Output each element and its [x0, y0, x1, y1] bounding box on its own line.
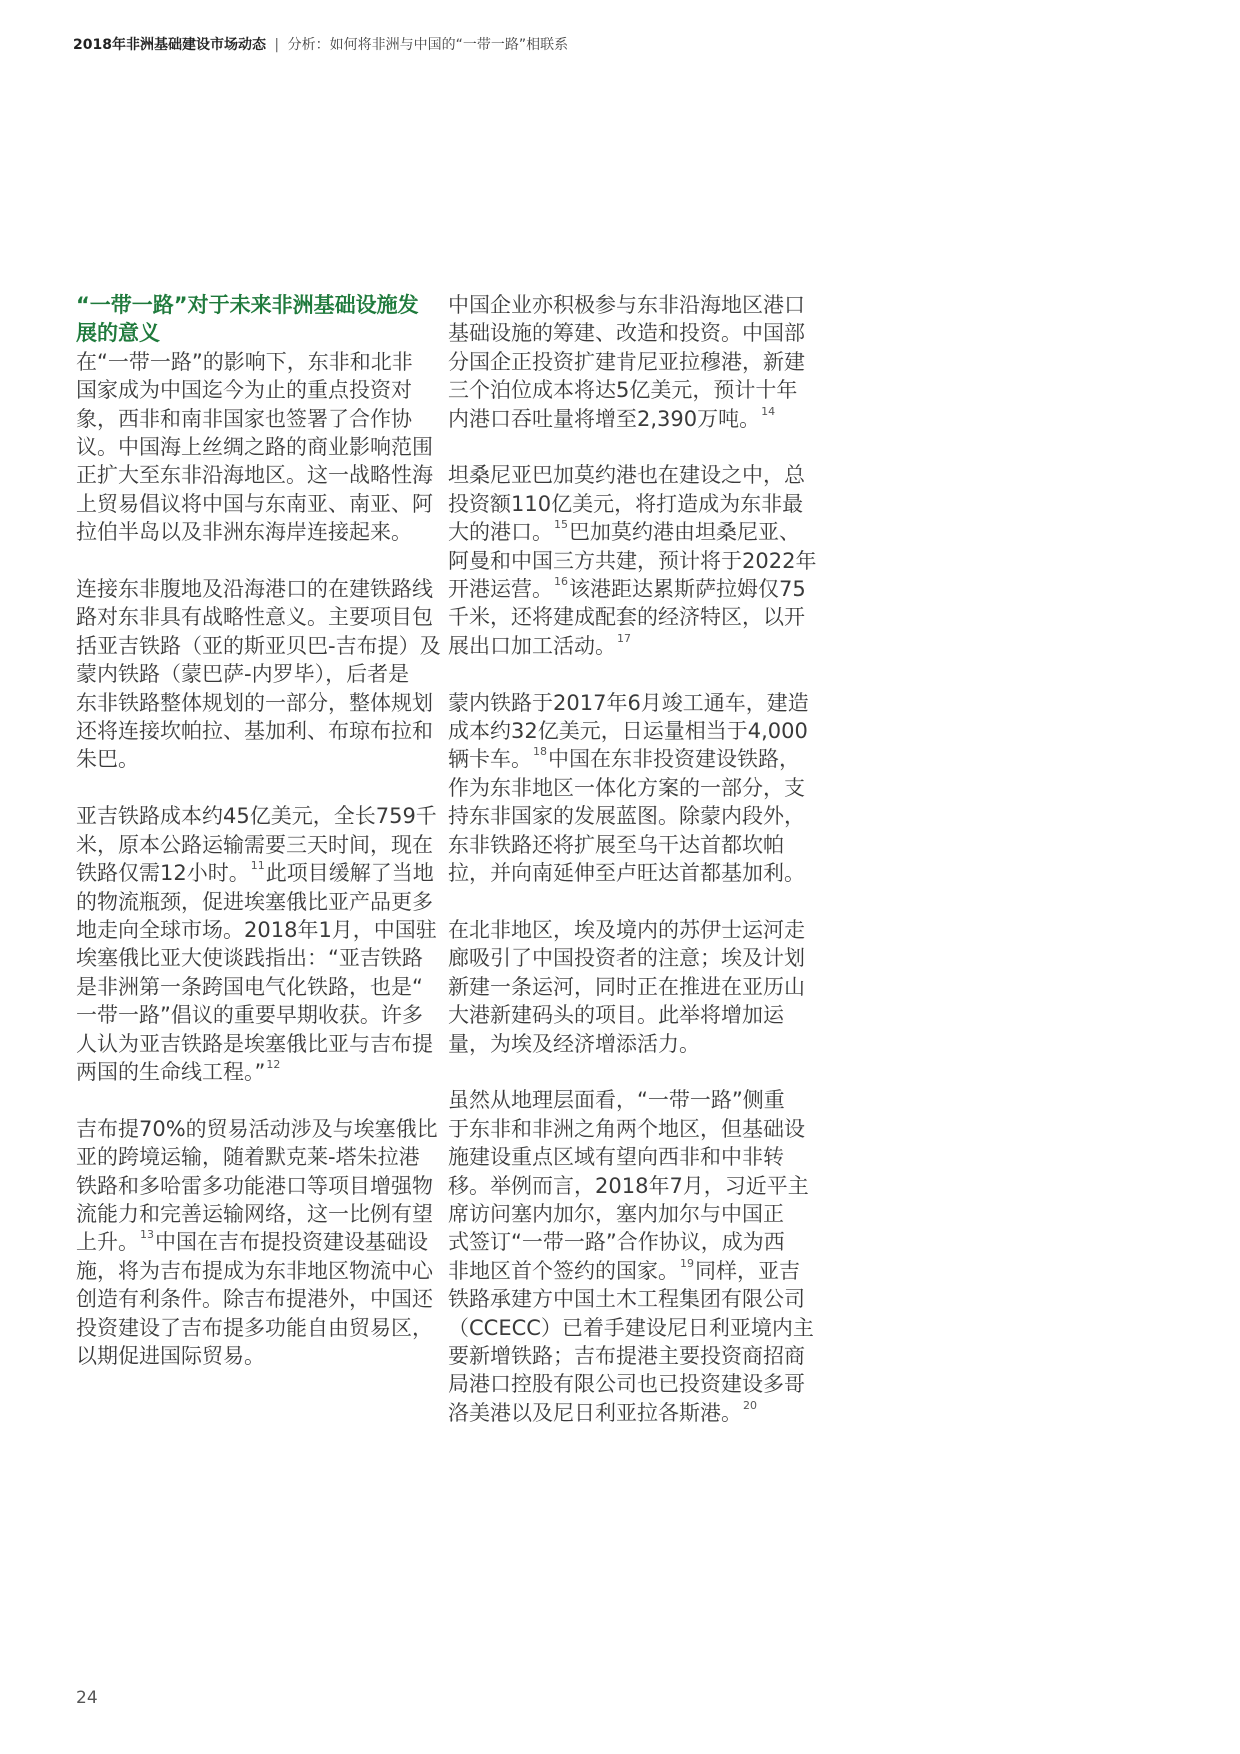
text-line: [448, 745, 798, 773]
line-text: 象，西非和南非国家也签署了合作协: [76, 406, 412, 431]
paragraph: [76, 348, 433, 547]
text-line: [76, 1172, 433, 1200]
text-line: [76, 1342, 426, 1370]
line-text: 上升。: [76, 1230, 139, 1255]
text-line: [76, 490, 433, 518]
line-text: 坦桑尼亚巴加莫约港也在建设之中，总: [448, 463, 805, 488]
line-text: 于东非和非洲之角两个地区，但基础设: [448, 1116, 805, 1141]
line-text: 辆卡车。: [448, 747, 532, 772]
line-text: 大港新建码头的项目。此举将增加运: [448, 1003, 784, 1028]
text-line: [448, 916, 805, 944]
text-line: [448, 319, 805, 347]
text-line: [76, 888, 433, 916]
text-line: [448, 518, 798, 546]
text-line: [76, 376, 426, 404]
line-text: 新建一条运河，同时正在推进在亚历山: [448, 974, 805, 999]
line-text: 作为东非地区一体化方案的一部分，支: [448, 775, 805, 800]
text-line: [448, 1115, 805, 1143]
text-line: [76, 859, 434, 887]
line-text: 内港口吞吐量将增至2,390万吨。: [448, 406, 761, 431]
footnote-ref: 19: [680, 1256, 694, 1270]
text-line: [76, 802, 437, 830]
paragraph: [448, 1086, 814, 1427]
text-line: [76, 1200, 433, 1228]
page-number: 24: [76, 1688, 98, 1708]
text-line: [76, 1314, 433, 1342]
text-line: [448, 1257, 798, 1285]
line-text: 正扩大至东非沿海地区。这一战略性海: [76, 463, 433, 488]
line-text: 同样，亚吉: [695, 1258, 800, 1283]
text-line: [448, 291, 805, 319]
text-line: [76, 461, 433, 489]
text-line: [448, 1370, 805, 1398]
paragraph: [448, 291, 805, 433]
text-line: [76, 433, 433, 461]
text-line: [448, 1172, 809, 1200]
line-text: 连接东非腹地及沿海港口的在建铁路线: [76, 577, 433, 602]
text-line: [448, 1228, 798, 1256]
text-line: [76, 603, 433, 631]
text-line: [76, 689, 433, 717]
text-line: [448, 376, 798, 404]
text-line: [76, 1285, 433, 1313]
footnote-ref: 18: [533, 745, 547, 759]
line-text: 还将连接坎帕拉、基加利、布琼布拉和: [76, 719, 433, 744]
line-text: 铁路仅需12小时。: [76, 861, 250, 886]
text-line: [448, 1200, 798, 1228]
line-text: 的物流瓶颈，促进埃塞俄比亚产品更多: [76, 889, 433, 914]
line-text: 议。中国海上丝绸之路的商业影响范围: [76, 435, 433, 460]
line-text: 铁路和多哈雷多功能港口等项目增强物: [76, 1173, 433, 1198]
text-line: [76, 1058, 426, 1086]
text-line: [76, 1030, 433, 1058]
text-line: [448, 1143, 798, 1171]
text-line: [76, 1143, 426, 1171]
text-line: [76, 944, 426, 972]
text-line: [76, 831, 433, 859]
text-line: [448, 603, 805, 631]
text-line: [448, 689, 809, 717]
line-text: 要新增铁路；吉布提港主要投资商招商: [448, 1343, 805, 1368]
text-line: [448, 1314, 814, 1342]
text-line: [76, 518, 426, 546]
paragraph: [76, 802, 437, 1086]
line-text: 分国企正投资扩建肯尼亚拉穆港，新建: [448, 349, 805, 374]
line-text: 东非铁路整体规划的一部分，整体规划: [76, 690, 433, 715]
line-text: 展出口加工活动。: [448, 633, 616, 658]
line-text: 洛美港以及尼日利亚拉各斯港。: [448, 1400, 742, 1425]
line-text: 开港运营。: [448, 577, 553, 602]
paragraph: [448, 916, 805, 1058]
line-text: 米，原本公路运输需要三天时间，现在: [76, 832, 433, 857]
line-text: 创造有利条件。除吉布提港外，中国还: [76, 1287, 433, 1312]
text-line: [76, 1257, 433, 1285]
text-line: [76, 745, 426, 773]
line-text: 移。举例而言，2018年7月，习近平主: [448, 1173, 809, 1198]
text-line: [448, 859, 805, 887]
line-text: 亚的跨境运输，随着默克莱-塔朱拉港: [76, 1145, 420, 1170]
right-column: [448, 291, 817, 1456]
line-text: 阿曼和中国三方共建，预计将于2022年: [448, 548, 817, 573]
header-separator: |: [274, 37, 280, 53]
left-column: [76, 291, 441, 1399]
line-text: 施建设重点区域有望向西非和中非转: [448, 1145, 784, 1170]
line-text: 三个泊位成本将达5亿美元，预计十年: [448, 378, 798, 403]
text-line: [448, 944, 805, 972]
line-text: 是非洲第一条跨国电气化铁路，也是“: [76, 974, 423, 999]
line-text: 虽然从地理层面看，“一带一路”侧重: [448, 1088, 785, 1113]
line-text: 量，为埃及经济增添活力。: [448, 1031, 700, 1056]
line-text: 局港口控股有限公司也已投资建设多哥: [448, 1372, 805, 1397]
text-line: [448, 717, 808, 745]
text-line: [448, 405, 798, 433]
report-title: 2018年非洲基础建设市场动态: [73, 37, 266, 53]
footnote-ref: 13: [140, 1228, 154, 1242]
text-line: [448, 490, 804, 518]
text-line: [76, 1115, 438, 1143]
heading-line: “一带一路”对于未来非洲基础设施发: [76, 293, 419, 317]
text-line: [448, 1285, 805, 1313]
footnote-ref: 20: [743, 1398, 757, 1412]
text-line: [76, 717, 433, 745]
text-line: [448, 802, 805, 830]
text-line: [76, 660, 426, 688]
text-line: [76, 405, 426, 433]
line-text: （CCECC）已着手建设尼日利亚境内主: [448, 1315, 814, 1340]
line-text: 中国在东非投资建设铁路，: [548, 747, 800, 772]
paragraph: [76, 575, 441, 774]
heading-line: 展的意义: [76, 321, 160, 346]
text-line: [76, 1001, 426, 1029]
text-line: [448, 1342, 805, 1370]
line-text: 大的港口。: [448, 520, 553, 545]
line-text: 基础设施的筹建、改造和投资。中国部: [448, 321, 805, 346]
footnote-ref: 11: [250, 859, 265, 873]
line-text: 蒙内铁路于2017年6月竣工通车，建造: [448, 690, 809, 715]
text-line: [448, 1086, 798, 1114]
text-line: [76, 632, 441, 660]
text-line: [448, 461, 805, 489]
line-text: 一带一路”倡议的重要早期收获。许多: [76, 1003, 423, 1028]
line-text: 中国在吉布提投资建设基础设: [155, 1230, 428, 1255]
line-text: 在“一带一路”的影响下，东非和北非: [76, 349, 413, 374]
footnote-ref: 14: [761, 404, 776, 418]
text-line: [448, 1001, 798, 1029]
line-text: 东非铁路还将扩展至乌干达首都坎帕: [448, 832, 784, 857]
line-text: 在北非地区，埃及境内的苏伊士运河走: [448, 917, 805, 942]
line-text: 拉，并向南延伸至卢旺达首都基加利。: [448, 861, 805, 886]
line-text: 上贸易倡议将中国与东南亚、南亚、阿: [76, 491, 433, 516]
footnote-ref: 15: [554, 518, 568, 532]
text-line: [448, 632, 798, 660]
text-line: [448, 575, 806, 603]
paragraph: [448, 461, 817, 660]
text-line: [76, 1228, 426, 1256]
line-text: 式签订“一带一路”合作协议，成为西: [448, 1230, 785, 1255]
text-line: [448, 1030, 798, 1058]
line-text: 人认为亚吉铁路是埃塞俄比亚与吉布提: [76, 1031, 433, 1056]
line-text: 朱巴。: [76, 747, 139, 772]
line-text: 两国的生命线工程。”: [76, 1059, 266, 1084]
text-line: [448, 1399, 798, 1427]
line-text: 吉布提70%的贸易活动涉及与埃塞俄比: [76, 1116, 438, 1141]
text-line: [448, 831, 798, 859]
section-title: 分析：如何将非洲与中国的“一带一路”相联系: [287, 37, 569, 53]
line-text: 施，将为吉布提成为东非地区物流中心: [76, 1258, 433, 1283]
line-text: 千米，还将建成配套的经济特区，以开: [448, 605, 805, 630]
text-line: [448, 973, 805, 1001]
paragraph: [76, 1115, 438, 1371]
line-text: 巴加莫约港由坦桑尼亚、: [569, 520, 800, 545]
paragraph: [448, 689, 809, 888]
footnote-ref: 12: [266, 1057, 281, 1071]
line-text: 投资额110亿美元，将打造成为东非最: [448, 491, 804, 516]
text-line: [448, 348, 805, 376]
line-text: 铁路承建方中国土木工程集团有限公司: [448, 1287, 805, 1312]
line-text: 廊吸引了中国投资者的注意；埃及计划: [448, 946, 805, 971]
line-text: 席访问塞内加尔，塞内加尔与中国正: [448, 1201, 784, 1226]
line-text: 流能力和完善运输网络，这一比例有望: [76, 1201, 433, 1226]
text-line: [76, 973, 426, 1001]
line-text: 非地区首个签约的国家。: [448, 1258, 679, 1283]
line-text: 括亚吉铁路（亚的斯亚贝巴-吉布提）及: [76, 633, 441, 658]
line-text: 持东非国家的发展蓝图。除蒙内段外，: [448, 804, 805, 829]
line-text: 路对东非具有战略性意义。主要项目包: [76, 605, 433, 630]
footnote-ref: 17: [617, 631, 631, 645]
text-line: [76, 575, 433, 603]
text-line: [448, 774, 805, 802]
line-text: 地走向全球市场。2018年1月，中国驻: [76, 917, 437, 942]
line-text: 该港距达累斯萨拉姆仅75: [569, 577, 806, 602]
text-line: [76, 348, 426, 376]
footnote-ref: 16: [554, 575, 568, 589]
line-text: 以期促进国际贸易。: [76, 1343, 265, 1368]
running-header: [73, 34, 568, 54]
line-text: 国家成为中国迄今为止的重点投资对: [76, 378, 412, 403]
line-text: 中国企业亦积极参与东非沿海地区港口: [448, 293, 805, 317]
line-text: 蒙内铁路（蒙巴萨-内罗毕），后者是: [76, 662, 410, 687]
section-heading: [76, 291, 426, 348]
line-text: 亚吉铁路成本约45亿美元，全长759千: [76, 804, 437, 829]
line-text: 成本约32亿美元，日运量相当于4,000: [448, 719, 808, 744]
text-line: [448, 547, 817, 575]
line-text: 拉伯半岛以及非洲东海岸连接起来。: [76, 520, 412, 545]
line-text: 埃塞俄比亚大使谈践指出：“亚吉铁路: [76, 946, 423, 971]
line-text: 此项目缓解了当地: [265, 861, 434, 886]
line-text: 投资建设了吉布提多功能自由贸易区，: [76, 1315, 433, 1340]
text-line: [76, 916, 437, 944]
